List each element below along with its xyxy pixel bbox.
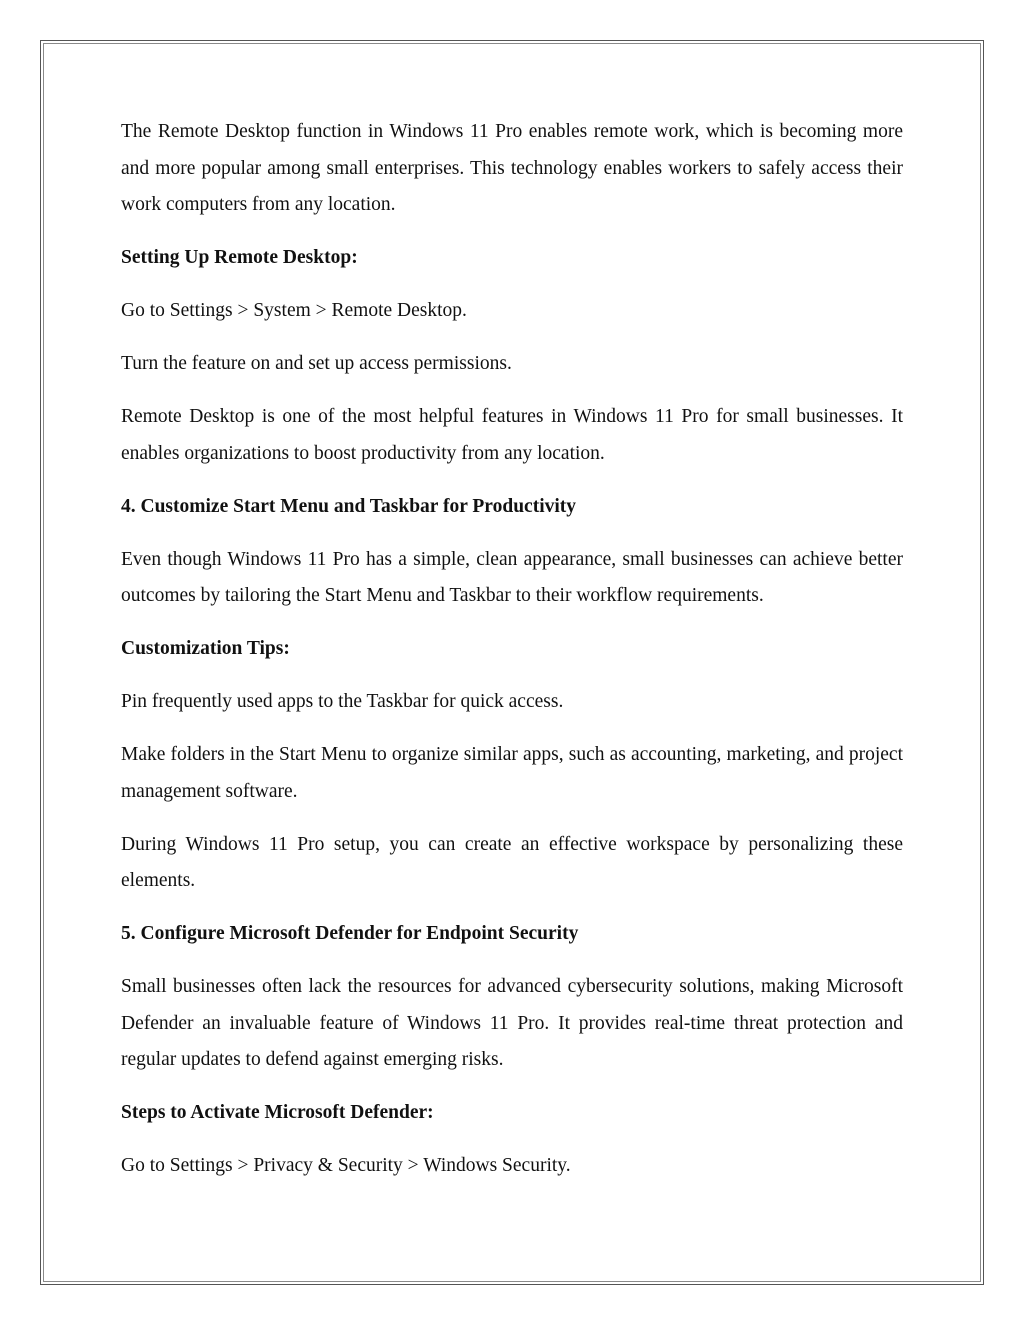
customization-tip-1: Pin frequently used apps to the Taskbar for quick access. bbox=[121, 691, 564, 712]
remote-desktop-summary-paragraph: Remote Desktop is one of the most helpful features in Windows 11 Pro for small businesses. It enables organizations to boost productivity from any location. bbox=[121, 406, 903, 464]
customization-summary-paragraph: During Windows 11 Pro setup, you can create an effective workspace by personalizing these elements. bbox=[121, 833, 903, 891]
remote-desktop-step-2: Turn the feature on and set up access permissions. bbox=[121, 353, 512, 374]
section-5-heading: 5. Configure Microsoft Defender for Endpoint Security bbox=[121, 923, 579, 944]
document-body bbox=[121, 114, 903, 1201]
defender-steps-heading: Steps to Activate Microsoft Defender: bbox=[121, 1102, 434, 1123]
section-5-intro-paragraph: Small businesses often lack the resources for advanced cybersecurity solutions, making Microsoft Defender an invaluable feature of Windows 11 Pro. It provides real-time threat protection and regular updates to defend against emerging risks. bbox=[121, 976, 903, 1070]
defender-step-1: Go to Settings > Privacy & Security > Windows Security. bbox=[121, 1155, 571, 1176]
customization-tips-heading: Customization Tips: bbox=[121, 638, 290, 659]
section-4-intro-paragraph: Even though Windows 11 Pro has a simple, clean appearance, small businesses can achieve better outcomes by tailoring the Start Menu and Taskbar to their workflow requirements. bbox=[121, 548, 903, 606]
intro-paragraph: The Remote Desktop function in Windows 11 Pro enables remote work, which is becoming more and more popular among small enterprises. This technology enables workers to safely access their work computers from any location. bbox=[121, 121, 903, 215]
customization-tip-2: Make folders in the Start Menu to organize similar apps, such as accounting, marketing, and project management software. bbox=[121, 744, 903, 802]
section-4-heading: 4. Customize Start Menu and Taskbar for Productivity bbox=[121, 495, 577, 517]
remote-desktop-step-1: Go to Settings > System > Remote Desktop. bbox=[121, 300, 467, 321]
remote-desktop-setup-heading: Setting Up Remote Desktop: bbox=[121, 247, 358, 268]
